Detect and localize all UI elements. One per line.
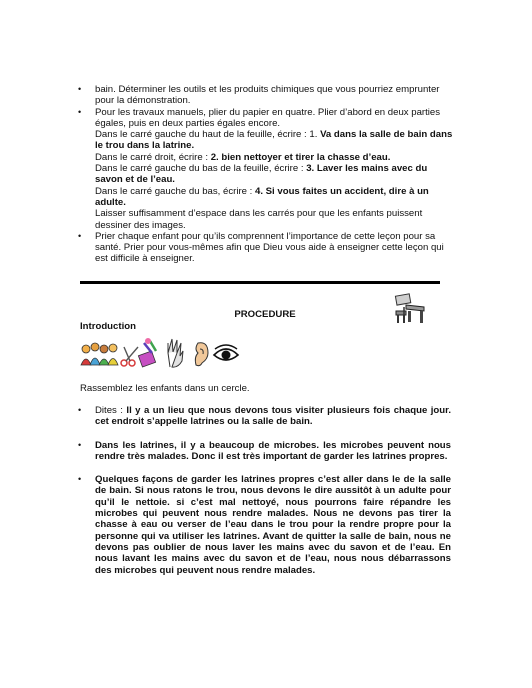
list-item	[78, 405, 451, 428]
section-divider	[80, 281, 440, 284]
scissors-icon	[121, 347, 138, 366]
procedure-title: PROCEDURE	[234, 309, 296, 320]
list-item	[78, 439, 451, 463]
school-desk-icon	[392, 293, 428, 330]
bullet: •	[78, 230, 82, 241]
procedure-step: Dans les latrines, il y a beaucoup de microbes. les microbes peuvent nous rendre très malades. Donc il est très important de garder les latrines propres.	[95, 439, 451, 462]
bullet: •	[78, 84, 82, 94]
materials-list	[78, 84, 455, 265]
procedure-list	[78, 405, 451, 588]
eye-icon	[214, 345, 238, 360]
gather-instruction: Rassemblez les enfants dans un cercle.	[80, 383, 250, 394]
instruction-paragraph: Dans le carré gauche du haut de la feuille, écrire : 1. Va dans la salle de bain dans le trou dans la latrine.	[95, 129, 453, 152]
list-item	[78, 106, 455, 231]
prayer-paragraph: Prier chaque enfant pour qu’ils comprennent l’importance de cette leçon pour sa santé. Prier pour vous-mêmes afin que Dieu vous aide à enseigner cette leçon qui est difficile à enseigner.	[95, 230, 444, 265]
list-item-line: bain. Déterminer les outils et les produits chimiques que vous pourriez emprunter	[95, 84, 440, 95]
bullet: •	[78, 474, 82, 485]
crayons-icon	[138, 338, 156, 367]
instruction-paragraph: Dans le carré gauche du bas, écrire : 4. Si vous faites un accident, dire à un adulte.	[95, 185, 429, 208]
introduction-heading: Introduction	[80, 321, 136, 332]
activity-icons	[80, 335, 240, 376]
children-group-icon	[81, 343, 118, 365]
bullet: •	[78, 439, 82, 450]
instruction-paragraph: Dans le carré gauche du bas de la feuille, écrire : 3. Laver les mains avec du savon et de l’eau.	[95, 163, 428, 186]
list-item	[78, 474, 451, 576]
hand-icon	[168, 339, 183, 367]
instruction-paragraph: Dans le carré droit, écrire : 2. bien nettoyer et tirer la chasse d’eau.	[95, 151, 391, 163]
list-item-line: pour la démonstration.	[95, 95, 191, 107]
instruction-paragraph: Laisser suffisamment d’espace dans les carrés pour que les enfants puissent dessiner des images.	[95, 208, 423, 231]
list-item	[78, 230, 455, 265]
bullet: •	[78, 405, 82, 415]
procedure-step: Quelques façons de garder les latrines propres c’est aller dans le de la salle de bain. Si nous ratons le trou, nous devons le dire aussitôt à un adulte pour qu’il le nettoie. si c’est mal nettoyé, nous pourrons faire répandre les microbes qui peuvent nous rendre malades. Nous ne devons pas tirer la chasse à eau ou verser de l’eau dans le trou pour la rendre propre pour la personne qui va utiliser les latrines. Avant de quitter la salle de bain, nous ne devons pas oublier de nous laver les mains avec du savon et de l’eau. En nous lavant les mains avec du savon et de l’eau, nous nous débarrassons des microbes qui peuvent nous rendre malades.	[95, 474, 451, 576]
ear-icon	[195, 343, 208, 366]
bullet: •	[78, 106, 82, 117]
list-item	[78, 84, 455, 107]
procedure-step: Dites : Il y a un lieu que nous devons tous visiter plusieurs fois chaque jour. cet endroit s’appelle latrines ou la salle de bain.	[95, 405, 451, 428]
instruction-paragraph: Pour les travaux manuels, plier du papier en quatre. Plier d’abord en deux parties égales, puis en deux parties égales encore.	[95, 106, 441, 129]
